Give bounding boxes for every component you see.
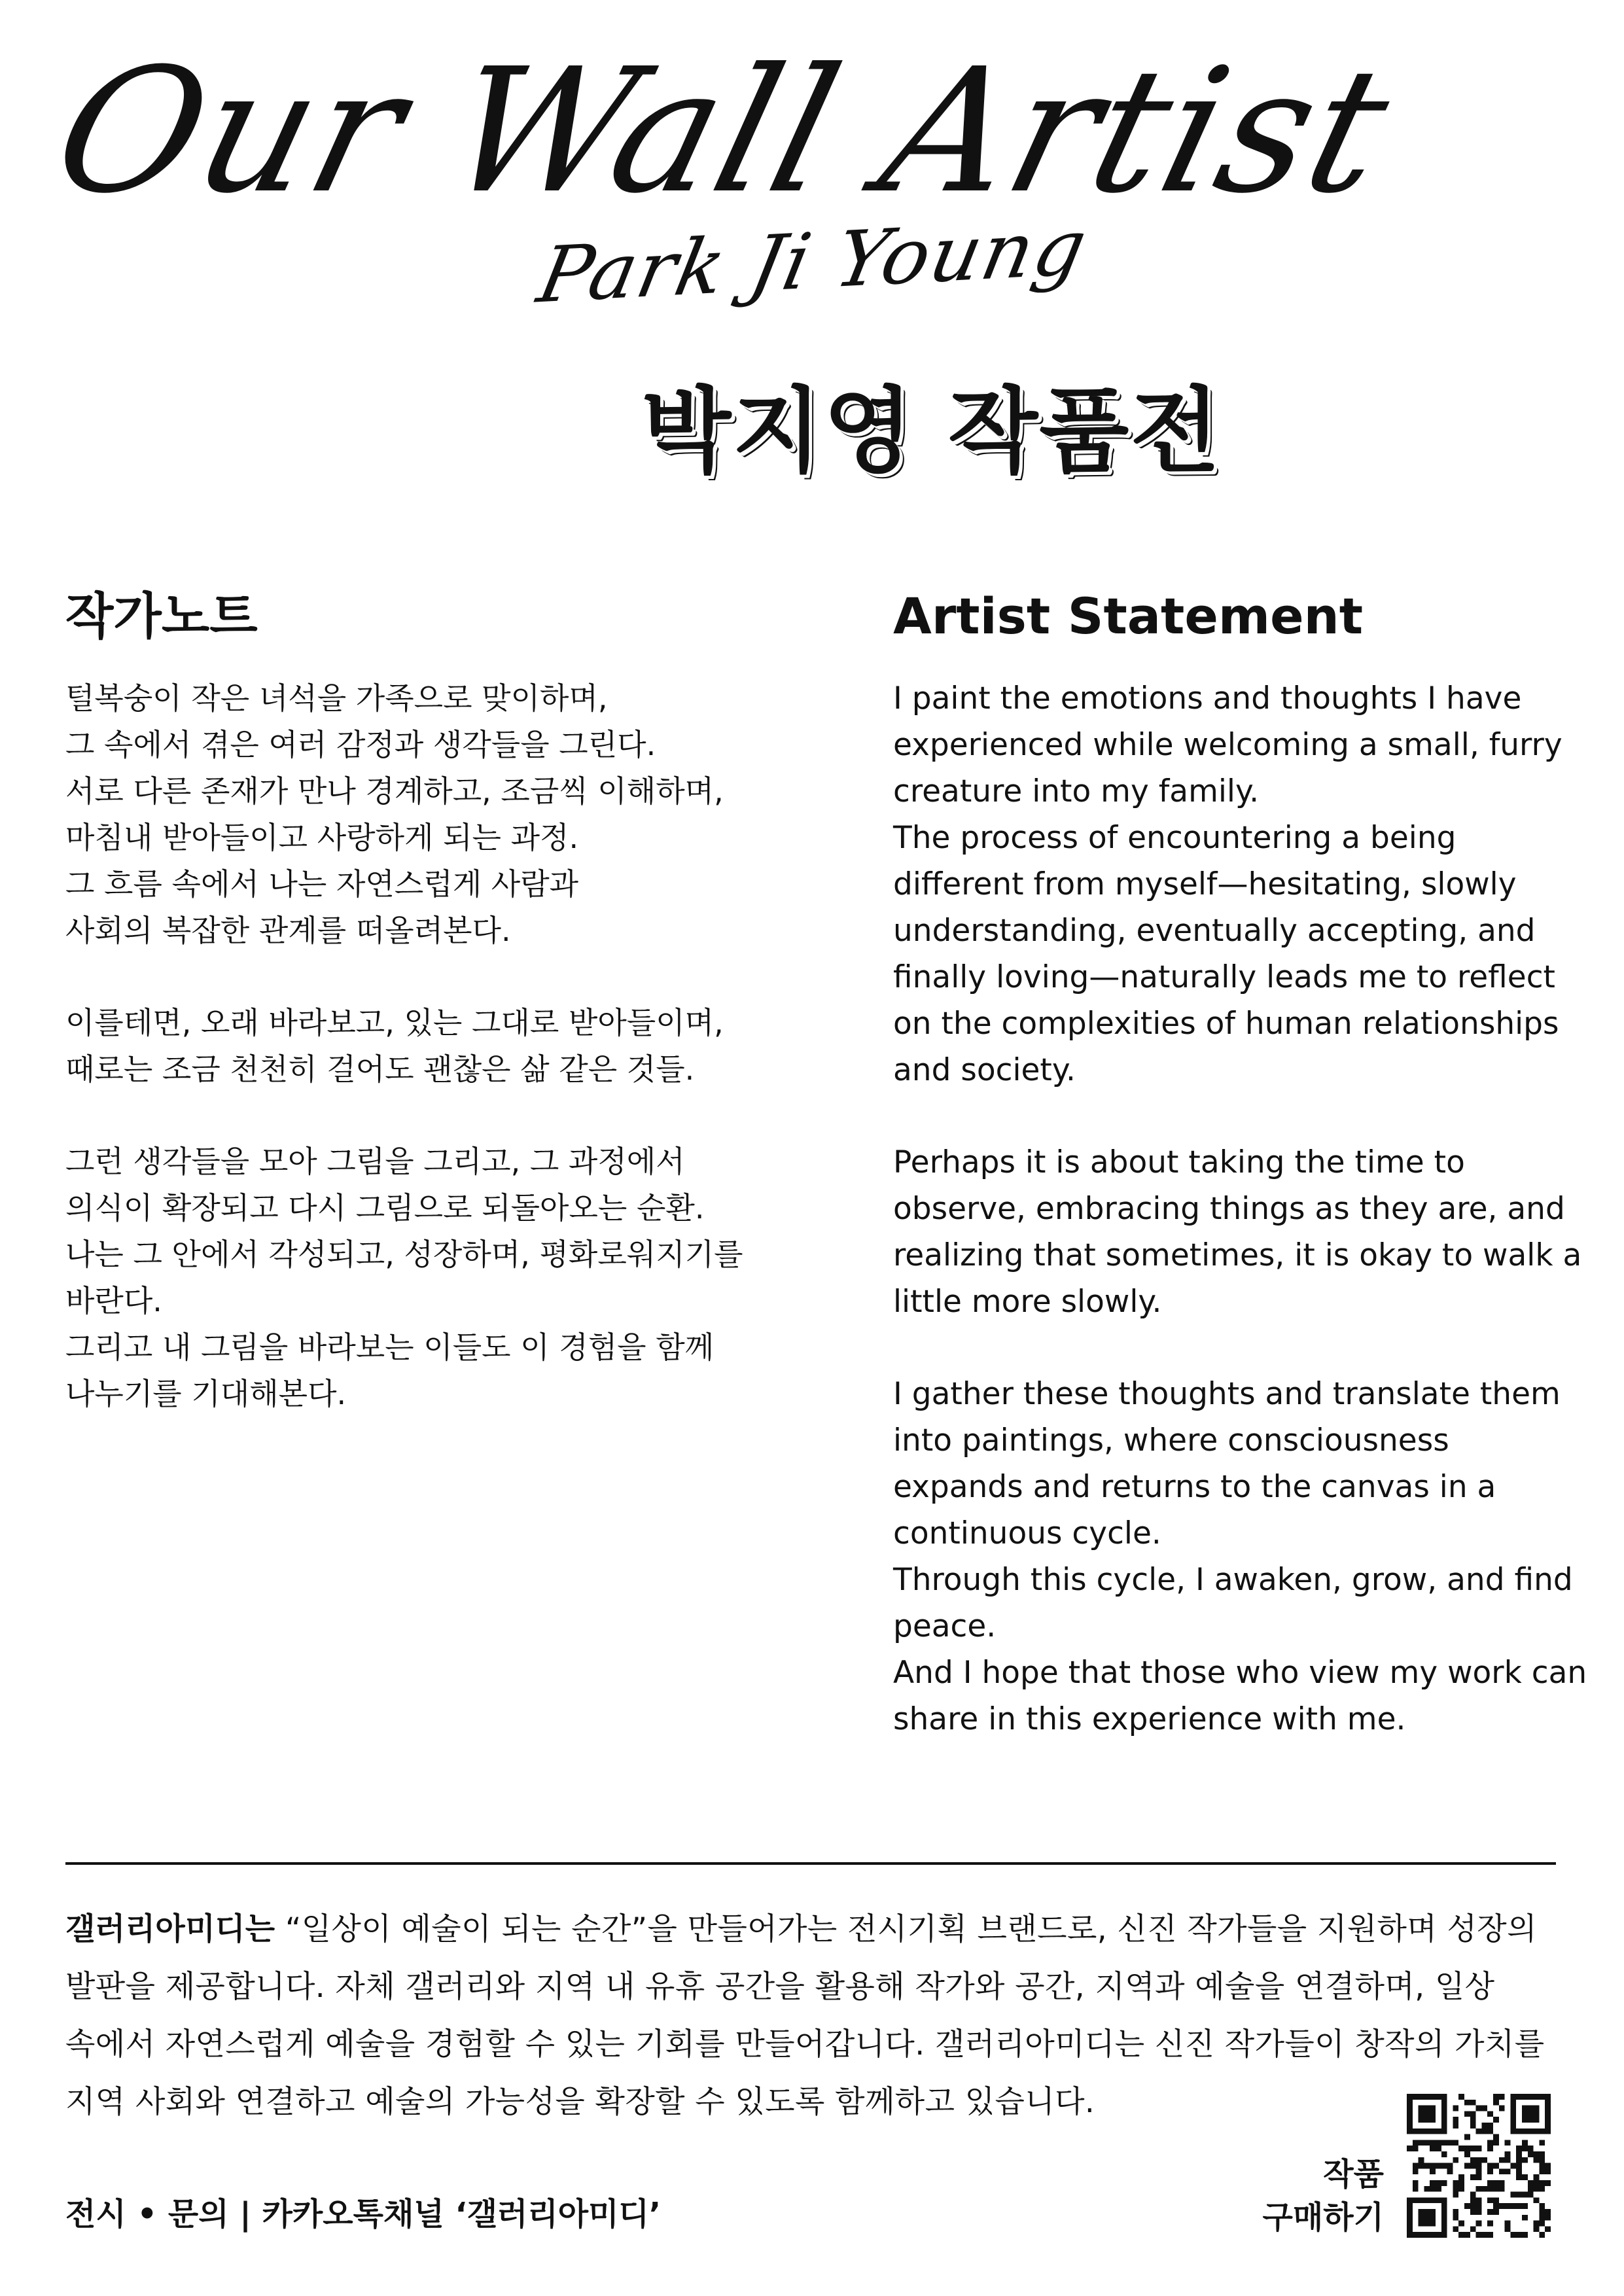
buy-artwork-label: [1243, 2153, 1384, 2239]
artist-note-line: 사회의 복잡한 관계를 떠올려본다.: [65, 912, 511, 948]
artist-note-line: 나는 그 안에서 각성되고, 성장하며, 평화로워지기를: [65, 1236, 743, 1272]
divider: [65, 1862, 1556, 1865]
artist-statement-heading: Artist Statement: [893, 587, 1364, 645]
artist-statement-line: creature into my family.: [893, 773, 1260, 809]
buy-label-line2: 구매하기: [1262, 2199, 1384, 2236]
script-title-our-wall-artist: Our Wall Artist: [37, 31, 1409, 231]
artist-note-paragraph: [65, 675, 838, 954]
artist-statement-line: different from myself—hesitating, slowly: [893, 866, 1517, 902]
artist-statement-paragraph: [893, 1139, 1587, 1325]
contact-info: 전시 • 문의 | 카카오톡채널 ‘갤러리아미디’: [65, 2196, 662, 2233]
artist-statement-line: understanding, eventually accepting, and: [893, 912, 1536, 949]
artist-note-line: 털복숭이 작은 녀석을 가족으로 맞이하며,: [65, 680, 608, 716]
artist-note-line: 바란다.: [65, 1282, 162, 1318]
artist-note-paragraph: [65, 1139, 838, 1417]
artist-note-line: 이를테면, 오래 바라보고, 있는 그대로 받아들이며,: [65, 1004, 724, 1040]
artist-statement-line: realizing that sometimes, it is okay to walk a: [893, 1237, 1582, 1273]
gallery-intro-line: 속에서 자연스럽게 예술을 경험할 수 있는 기회를 만들어갑니다. 갤러리아미디는 신진 작가들이 창작의 가치를: [65, 2026, 1545, 2062]
buy-label-line1: 작품: [1323, 2156, 1384, 2193]
artist-note-line: 서로 다른 존재가 만나 경계하고, 조금씩 이해하며,: [65, 773, 724, 809]
artist-statement-line: little more slowly.: [893, 1283, 1162, 1320]
artist-statement-section: [893, 589, 1587, 1788]
artist-statement-paragraph: [893, 675, 1587, 1093]
artist-note-heading: 작가노트: [65, 587, 258, 645]
artist-statement-line: experienced while welcoming a small, furry: [893, 726, 1562, 763]
artist-statement-line: on the complexities of human relationships: [893, 1005, 1559, 1042]
artist-note-line: 때로는 조금 천천히 걸어도 괜찮은 삶 같은 것들.: [65, 1051, 695, 1087]
artist-statement-line: I gather these thoughts and translate them: [893, 1375, 1561, 1412]
artist-statement-line: finally loving—naturally leads me to reflect: [893, 959, 1555, 995]
exhibition-title: 박지영 작품전: [641, 378, 1222, 486]
artist-statement-line: Through this cycle, I awaken, grow, and find: [893, 1561, 1573, 1598]
gallery-brand-name: 갤러리아미디는: [65, 1911, 275, 1947]
artist-statement-line: And I hope that those who view my work can: [893, 1654, 1587, 1691]
artist-statement-line: into paintings, where consciousness: [893, 1422, 1449, 1458]
artist-note-line: 그 흐름 속에서 나는 자연스럽게 사람과: [65, 866, 579, 902]
artist-statement-line: share in this experience with me.: [893, 1701, 1406, 1737]
script-artist-name: Park Ji Young: [531, 202, 1095, 321]
artist-statement-line: I paint the emotions and thoughts I have: [893, 680, 1522, 716]
artist-note-line: 그리고 내 그림을 바라보는 이들도 이 경험을 함께: [65, 1329, 715, 1365]
qr-code-icon[interactable]: [1407, 2094, 1551, 2238]
gallery-intro: [65, 1901, 1554, 2131]
artist-statement-line: and society.: [893, 1051, 1076, 1088]
gallery-intro-line: [65, 1901, 1554, 1958]
gallery-intro-line: 지역 사회와 연결하고 예술의 가능성을 확장할 수 있도록 함께하고 있습니다.: [65, 2084, 1095, 2120]
artist-note-section: [65, 589, 838, 1463]
gallery-intro-text: “일상이 예술이 되는 순간”을 만들어가는 전시기획 브랜드로, 신진 작가들을 지원하며 성장의: [275, 1911, 1537, 1947]
artist-note-line: 나누기를 기대해본다.: [65, 1375, 347, 1411]
artist-statement-body: [893, 675, 1587, 1742]
artist-note-paragraph: [65, 1000, 838, 1093]
artist-statement-line: Perhaps it is about taking the time to: [893, 1144, 1465, 1180]
artist-statement-line: continuous cycle.: [893, 1515, 1161, 1551]
artist-note-line: 의식이 확장되고 다시 그림으로 되돌아오는 순환.: [65, 1190, 705, 1226]
artist-statement-line: observe, embracing things as they are, and: [893, 1190, 1565, 1227]
artist-statement-line: peace.: [893, 1608, 997, 1644]
artist-note-line: 그런 생각들을 모아 그림을 그리고, 그 과정에서: [65, 1143, 685, 1179]
artist-statement-line: The process of encountering a being: [893, 819, 1456, 856]
artist-note-line: 마침내 받아들이고 사랑하게 되는 과정.: [65, 819, 579, 855]
artist-statement-line: expands and returns to the canvas in a: [893, 1468, 1496, 1505]
artist-note-line: 그 속에서 겪은 여러 감정과 생각들을 그린다.: [65, 726, 656, 762]
gallery-intro-line: 발판을 제공합니다. 자체 갤러리와 지역 내 유휴 공간을 활용해 작가와 공간, 지역과 예술을 연결하며, 일상: [65, 1969, 1495, 2005]
artist-note-body: [65, 675, 838, 1417]
artist-statement-paragraph: [893, 1371, 1587, 1742]
